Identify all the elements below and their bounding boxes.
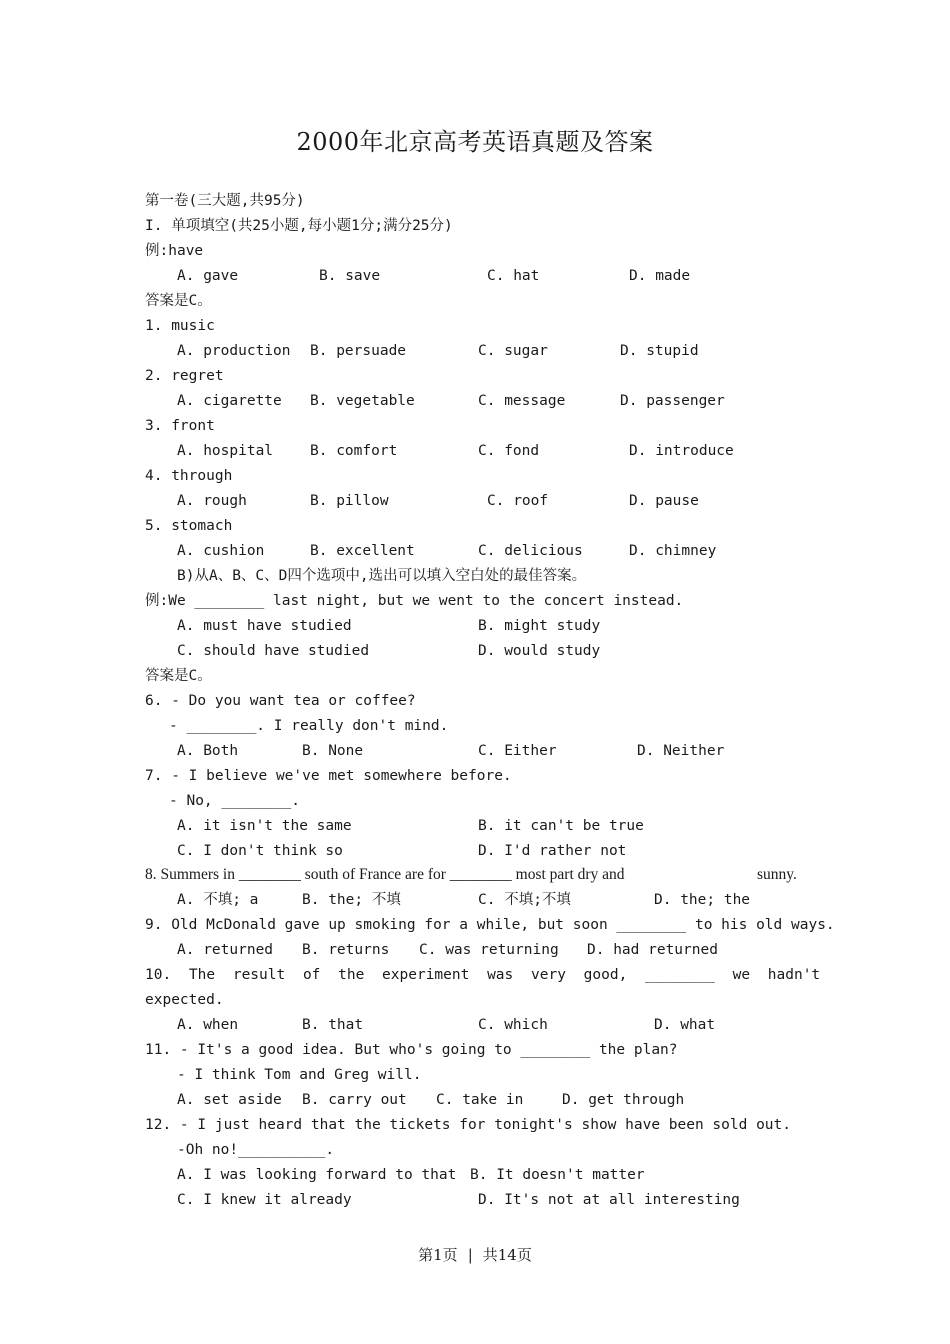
option-d: D. pause xyxy=(629,493,699,509)
option-d: D. introduce xyxy=(629,443,734,459)
option-c: C. which xyxy=(478,1017,548,1033)
option-d: D. passenger xyxy=(620,393,725,409)
section-heading: 第一卷(三大题,共95分) xyxy=(145,193,305,209)
option-a: A. cigarette xyxy=(177,393,282,409)
example-stem: 例:have xyxy=(145,243,204,259)
option-b: B. carry out xyxy=(302,1092,407,1108)
example-answer: 答案是C。 xyxy=(145,293,212,309)
option-c: C. I don't think so xyxy=(177,843,343,859)
option-c: C. Either xyxy=(478,743,557,759)
option-c: C. roof xyxy=(487,493,549,509)
option-b: B. comfort xyxy=(310,443,398,459)
option-c: C. hat xyxy=(487,268,540,284)
part-b-instruction: B)从A、B、C、D四个选项中,选出可以填入空白处的最佳答案。 xyxy=(177,568,587,584)
option-d: D. stupid xyxy=(620,343,699,359)
option-d: D. It's not at all interesting xyxy=(478,1192,740,1208)
question-line: -Oh no!__________. xyxy=(177,1142,335,1158)
option-c: C. sugar xyxy=(478,343,548,359)
option-d: D. get through xyxy=(562,1092,685,1108)
option-a: A. 不填; a xyxy=(177,892,259,908)
question-line: 11. - It's a good idea. But who's going to ________ the plan? xyxy=(145,1042,678,1058)
option-b: B. might study xyxy=(478,618,601,634)
option-c: C. message xyxy=(478,393,566,409)
option-d: D. chimney xyxy=(629,543,717,559)
option-d: D. what xyxy=(654,1017,716,1033)
option-d: D. Neither xyxy=(637,743,725,759)
question-line: 12. - I just heard that the tickets for tonight's show have been sold out. xyxy=(145,1117,792,1133)
question-line-end: sunny. xyxy=(757,866,797,883)
option-c: C. I knew it already xyxy=(177,1192,352,1208)
option-d: D. I'd rather not xyxy=(478,843,627,859)
question-line: 8. Summers in ________ south of France are for ________ most part dry and xyxy=(145,866,625,883)
option-a: A. it isn't the same xyxy=(177,818,352,834)
option-a: A. I was looking forward to that xyxy=(177,1167,457,1183)
question-stem: 4. through xyxy=(145,468,233,484)
option-a: A. returned xyxy=(177,942,274,958)
option-c: C. was returning xyxy=(419,942,559,958)
option-a: A. hospital xyxy=(177,443,274,459)
option-d: D. had returned xyxy=(587,942,718,958)
footer-separator: | xyxy=(467,1246,473,1264)
question-line: - I think Tom and Greg will. xyxy=(177,1067,422,1083)
question-stem: 5. stomach xyxy=(145,518,233,534)
question-line: 7. - I believe we've met somewhere before. xyxy=(145,768,512,784)
option-b: B. persuade xyxy=(310,343,407,359)
option-d: D. would study xyxy=(478,643,601,659)
option-b: B. pillow xyxy=(310,493,389,509)
question-stem: 3. front xyxy=(145,418,215,434)
page-total: 共14页 xyxy=(482,1246,532,1264)
question-line: expected. xyxy=(145,992,224,1008)
option-b: B. the; 不填 xyxy=(302,892,401,908)
option-a: A. gave xyxy=(177,268,239,284)
question-stem: 1. music xyxy=(145,318,215,334)
part-heading: I. 单项填空(共25小题,每小题1分;满分25分) xyxy=(145,218,453,234)
page-title: 2000年北京高考英语真题及答案 xyxy=(296,128,654,156)
question-stem: 2. regret xyxy=(145,368,224,384)
example-answer: 答案是C。 xyxy=(145,668,212,684)
option-b: B. save xyxy=(319,268,381,284)
option-c: C. delicious xyxy=(478,543,583,559)
option-a: A. must have studied xyxy=(177,618,352,634)
option-a: A. when xyxy=(177,1017,239,1033)
option-a: A. set aside xyxy=(177,1092,282,1108)
option-c: C. take in xyxy=(436,1092,524,1108)
option-a: A. production xyxy=(177,343,291,359)
option-d: D. the; the xyxy=(654,892,751,908)
option-d: D. made xyxy=(629,268,691,284)
question-line: 9. Old McDonald gave up smoking for a while, but soon ________ to his old ways. xyxy=(145,917,835,933)
page-footer xyxy=(0,1244,950,1265)
option-b: B. It doesn't matter xyxy=(470,1167,645,1183)
question-line: 10. The result of the experiment was very good, ________ we hadn't xyxy=(145,967,821,983)
example-stem: 例:We ________ last night, but we went to the concert instead. xyxy=(145,593,684,609)
option-b: B. None xyxy=(302,743,364,759)
question-line: - ________. I really don't mind. xyxy=(169,718,449,734)
option-c: C. fond xyxy=(478,443,540,459)
question-line: - No, ________. xyxy=(169,793,300,809)
option-a: A. rough xyxy=(177,493,247,509)
question-line: 6. - Do you want tea or coffee? xyxy=(145,693,416,709)
option-b: B. returns xyxy=(302,942,390,958)
option-c: C. should have studied xyxy=(177,643,370,659)
option-a: A. Both xyxy=(177,743,239,759)
option-b: B. that xyxy=(302,1017,364,1033)
option-b: B. vegetable xyxy=(310,393,415,409)
option-b: B. excellent xyxy=(310,543,415,559)
option-b: B. it can't be true xyxy=(478,818,644,834)
option-c: C. 不填;不填 xyxy=(478,892,571,908)
page-number: 第1页 xyxy=(418,1246,458,1264)
option-a: A. cushion xyxy=(177,543,265,559)
